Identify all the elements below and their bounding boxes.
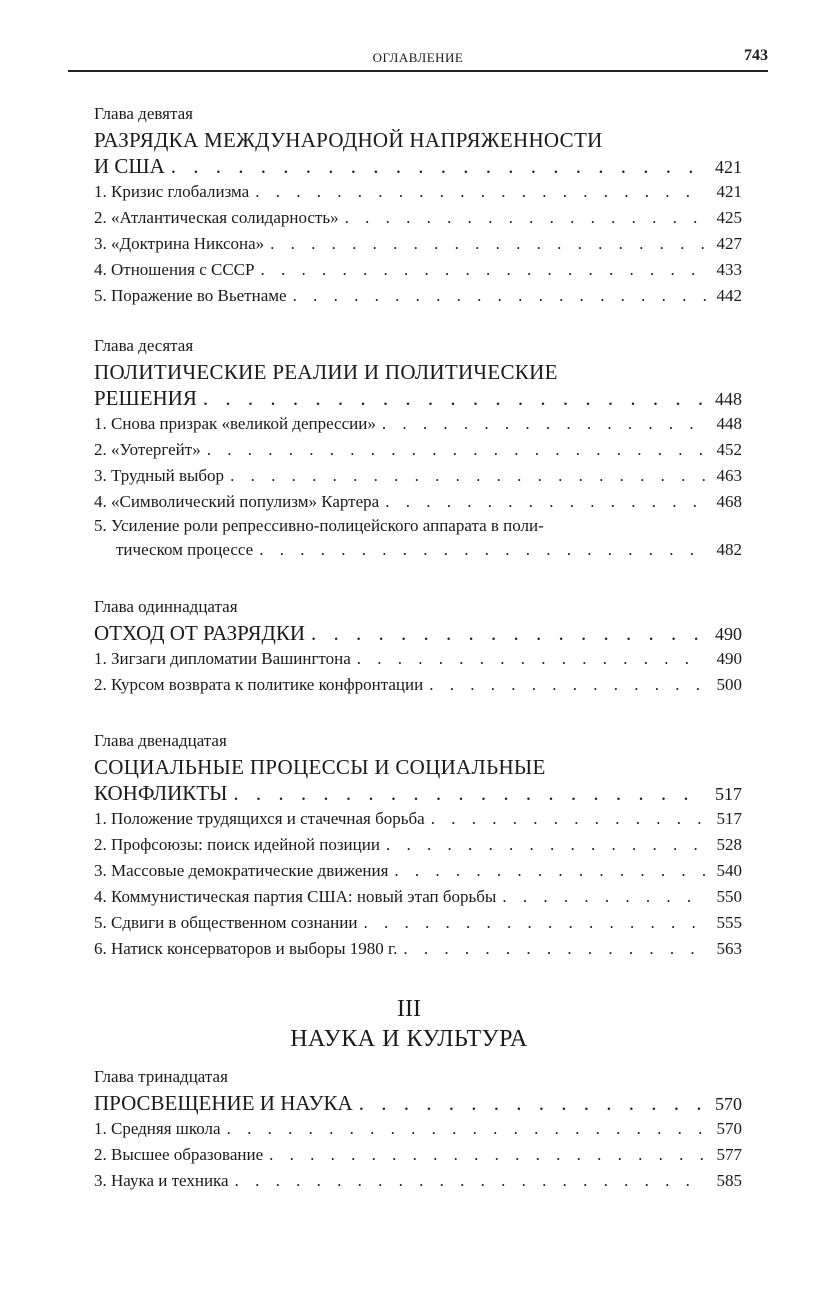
page-ref: 448 — [715, 389, 742, 409]
dot-leader — [235, 1168, 706, 1194]
chapter-title-entry[interactable] — [94, 620, 742, 646]
section-title-end: тическом процессе — [116, 540, 254, 559]
toc-entry[interactable] — [94, 231, 742, 257]
page-ref: 490 — [715, 624, 742, 644]
page-ref: 468 — [716, 492, 742, 511]
chapter-title-entry[interactable] — [94, 385, 742, 411]
page-ref: 570 — [716, 1119, 742, 1138]
toc-entry[interactable] — [94, 884, 742, 910]
toc-entry[interactable] — [94, 437, 742, 463]
toc-entry[interactable] — [94, 205, 742, 231]
page-number: 743 — [744, 47, 768, 64]
toc-entry[interactable] — [94, 463, 742, 489]
page-ref: 500 — [716, 675, 742, 694]
toc-entry[interactable] — [94, 936, 742, 962]
section-title: 4. Коммунистическая партия США: новый этап борьбы — [94, 887, 497, 906]
dot-leader — [203, 385, 706, 411]
dot-leader — [382, 411, 706, 437]
chapter-title-entry[interactable] — [94, 780, 742, 806]
toc-entry[interactable] — [94, 1116, 742, 1142]
page-ref: 528 — [716, 835, 742, 854]
page-ref: 490 — [716, 649, 742, 668]
page-ref: 421 — [715, 157, 742, 177]
page-ref: 570 — [715, 1094, 742, 1114]
section-title: 2. Профсоюзы: поиск идейной позиции — [94, 835, 380, 854]
page-ref: 517 — [715, 784, 742, 804]
toc-entry[interactable] — [94, 1168, 742, 1194]
chapter-label: Глава девятая — [94, 104, 193, 123]
page-ref: 442 — [716, 286, 742, 305]
chapter-11 — [94, 594, 742, 698]
chapter-label: Глава тринадцатая — [94, 1067, 228, 1086]
dot-leader — [386, 832, 706, 858]
chapter-title: ПОЛИТИЧЕСКИЕ РЕАЛИИ И ПОЛИТИЧЕСКИЕ — [94, 360, 558, 384]
dot-leader — [227, 1116, 706, 1142]
part-heading — [0, 994, 818, 1054]
chapter-9 — [94, 101, 742, 309]
toc-entry[interactable] — [94, 910, 742, 936]
section-title: 6. Натиск консерваторов и выборы 1980 г. — [94, 939, 398, 958]
part-title: НАУКА И КУЛЬТУРА — [290, 1026, 528, 1052]
dot-leader — [293, 283, 706, 309]
dot-leader — [502, 884, 706, 910]
section-title: 2. Высшее образование — [94, 1145, 264, 1164]
chapter-label: Глава одиннадцатая — [94, 597, 238, 616]
dot-leader — [270, 231, 706, 257]
dot-leader — [385, 489, 706, 515]
page-ref: 427 — [716, 234, 742, 253]
toc-entry[interactable] — [94, 489, 742, 515]
dot-leader — [233, 780, 706, 806]
section-title-continuation — [94, 537, 742, 563]
page-ref: 517 — [716, 809, 742, 828]
dot-leader — [431, 806, 706, 832]
dot-leader — [429, 672, 706, 698]
running-header — [68, 44, 768, 72]
dot-leader — [357, 646, 706, 672]
section-title: 3. Массовые демократические движения — [94, 861, 389, 880]
section-title: 5. Усиление роли репрессивно-полицейского аппарата в поли- — [94, 516, 544, 535]
section-title: 5. Поражение во Вьетнаме — [94, 286, 287, 305]
dot-leader — [311, 620, 706, 646]
chapter-title-entry[interactable] — [94, 153, 742, 179]
dot-leader — [403, 936, 706, 962]
chapter-title: ПРОСВЕЩЕНИЕ И НАУКА — [94, 1091, 353, 1115]
page-ref: 577 — [716, 1145, 742, 1164]
section-title: 4. Отношения с СССР — [94, 260, 255, 279]
dot-leader — [259, 537, 706, 563]
toc-entry[interactable] — [94, 1142, 742, 1168]
chapter-title: РАЗРЯДКА МЕЖДУНАРОДНОЙ НАПРЯЖЕННОСТИ — [94, 128, 603, 152]
chapter-title-end: КОНФЛИКТЫ — [94, 781, 228, 805]
chapter-12 — [94, 728, 742, 962]
chapter-label: Глава двенадцатая — [94, 731, 227, 750]
page-ref: 421 — [716, 182, 742, 201]
dot-leader — [345, 205, 706, 231]
section-title: 1. Зигзаги дипломатии Вашингтона — [94, 649, 351, 668]
dot-leader — [363, 910, 706, 936]
chapter-10 — [94, 333, 742, 563]
dot-leader — [359, 1090, 706, 1116]
page-ref: 563 — [716, 939, 742, 958]
chapter-13 — [94, 1064, 742, 1194]
chapter-title-end: РЕШЕНИЯ — [94, 386, 197, 410]
dot-leader — [207, 437, 706, 463]
page-ref: 448 — [716, 414, 742, 433]
toc-entry[interactable] — [94, 646, 742, 672]
chapter-title: СОЦИАЛЬНЫЕ ПРОЦЕССЫ И СОЦИАЛЬНЫЕ — [94, 755, 546, 779]
toc-entry[interactable] — [94, 806, 742, 832]
toc-entry[interactable] — [94, 858, 742, 884]
section-title: 2. Курсом возврата к политике конфронтации — [94, 675, 424, 694]
page-ref: 555 — [716, 913, 742, 932]
section-title: 3. «Доктрина Никсона» — [94, 234, 265, 253]
section-title: 1. Средняя школа — [94, 1119, 221, 1138]
section-title: 2. «Атлантическая солидарность» — [94, 208, 339, 227]
page-ref: 433 — [716, 260, 742, 279]
dot-leader — [171, 153, 706, 179]
dot-leader — [230, 463, 706, 489]
section-title: 3. Трудный выбор — [94, 466, 225, 485]
section-title: 1. Снова призрак «великой депрессии» — [94, 414, 376, 433]
section-title: 5. Сдвиги в общественном сознании — [94, 913, 358, 932]
running-title: ОГЛАВЛЕНИЕ — [372, 50, 464, 65]
section-title: 1. Положение трудящихся и стачечная борьба — [94, 809, 425, 828]
toc-entry[interactable] — [94, 283, 742, 309]
toc-entry-wrapped[interactable] — [94, 515, 742, 563]
chapter-title-end: И США — [94, 154, 165, 178]
toc-entry[interactable] — [94, 672, 742, 698]
page-ref: 540 — [716, 861, 742, 880]
chapter-title: ОТХОД ОТ РАЗРЯДКИ — [94, 621, 306, 645]
page-ref: 425 — [716, 208, 742, 227]
dot-leader — [269, 1142, 706, 1168]
section-title: 4. «Символический популизм» Картера — [94, 492, 380, 511]
page-ref: 452 — [716, 440, 742, 459]
toc-entry[interactable] — [94, 179, 742, 205]
dot-leader — [394, 858, 706, 884]
toc-entry[interactable] — [94, 832, 742, 858]
page-ref: 482 — [716, 540, 742, 559]
section-title: 2. «Уотергейт» — [94, 440, 201, 459]
toc-entry[interactable] — [94, 257, 742, 283]
part-numeral: III — [397, 996, 421, 1022]
page-ref: 550 — [716, 887, 742, 906]
section-title: 3. Наука и техника — [94, 1171, 229, 1190]
chapter-title-entry[interactable] — [94, 1090, 742, 1116]
toc-entry[interactable] — [94, 411, 742, 437]
page-ref: 463 — [716, 466, 742, 485]
dot-leader — [260, 257, 706, 283]
dot-leader — [255, 179, 706, 205]
page-ref: 585 — [716, 1171, 742, 1190]
section-title: 1. Кризис глобализма — [94, 182, 250, 201]
chapter-label: Глава десятая — [94, 336, 194, 355]
